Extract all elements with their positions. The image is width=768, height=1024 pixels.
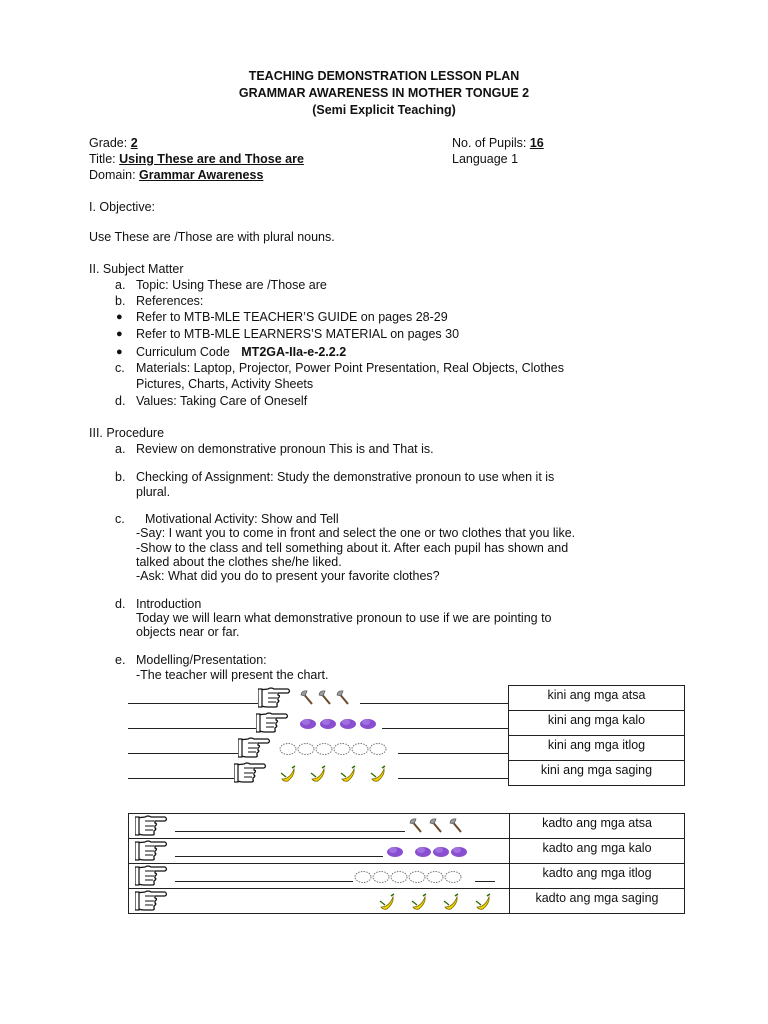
procedure-introduction: Introduction <box>136 597 202 611</box>
pointing-hand-icon <box>238 736 274 758</box>
pointing-hand-icon <box>135 839 171 861</box>
egg-icon <box>373 872 389 883</box>
banana-icon <box>281 766 295 781</box>
hat-icon <box>415 847 431 857</box>
bullet-icon: ● <box>116 346 123 358</box>
procedure-modelling: Modelling/Presentation: <box>136 653 267 667</box>
list-letter: c. <box>115 361 125 375</box>
axe-icons <box>407 817 477 835</box>
egg-icon <box>370 743 386 754</box>
blank-line <box>175 831 405 832</box>
axe-icon <box>430 819 441 832</box>
chart-label: kini ang mga itlog <box>509 736 685 761</box>
chart-these-are <box>128 685 685 786</box>
pupils-row <box>452 136 544 150</box>
procedure-modelling-text: -The teacher will present the chart. <box>136 668 329 682</box>
domain-row <box>89 168 263 182</box>
chart-row <box>128 686 685 711</box>
pointing-hand-icon <box>258 686 294 708</box>
hat-icons <box>292 714 382 732</box>
list-letter: b. <box>115 470 126 484</box>
chart-row <box>128 711 685 736</box>
banana-icons <box>377 892 501 910</box>
procedure-review: Review on demonstrative pronoun This is and That is. <box>136 442 434 456</box>
hat-icon <box>360 719 376 729</box>
egg-icon <box>409 872 425 883</box>
hat-icon <box>433 847 449 857</box>
banana-icon <box>341 766 355 781</box>
doc-title-line-3: (Semi Explicit Teaching) <box>312 103 456 117</box>
blank-line <box>398 778 508 779</box>
chart-row <box>129 814 685 839</box>
hat-icon <box>451 847 467 857</box>
banana-icon <box>311 766 325 781</box>
list-letter: d. <box>115 597 126 611</box>
egg-icons <box>353 867 473 885</box>
objective-text: Use These are /Those are with plural nouns. <box>89 230 335 244</box>
pointing-hand-icon <box>135 864 171 886</box>
chart-label: kini ang mga atsa <box>509 686 685 711</box>
curriculum-code-row <box>136 345 346 359</box>
subject-references: References: <box>136 294 204 308</box>
procedure-motivation-say: -Say: I want you to come in front and select the one or two clothes that you like. <box>136 526 576 540</box>
chart-row <box>128 736 685 761</box>
banana-icons <box>276 764 396 782</box>
chart-label: kadto ang mga kalo <box>510 839 685 864</box>
blank-line <box>128 753 238 754</box>
pupils-value: 16 <box>529 136 544 150</box>
egg-icon <box>445 872 461 883</box>
egg-icon <box>391 872 407 883</box>
bullet-icon: ● <box>116 328 123 340</box>
pupils-label: No. of Pupils: <box>452 136 527 150</box>
chart-row <box>128 761 685 786</box>
banana-icon <box>380 894 394 909</box>
procedure-motivation-show-2: talked about the clothes she/he liked. <box>136 555 342 569</box>
blank-line <box>398 753 508 754</box>
blank-line <box>128 703 258 704</box>
hat-icon <box>387 847 403 857</box>
objective-heading: I. Objective: <box>89 200 155 214</box>
reference-learner-material: Refer to MTB-MLE LEARNERS’S MATERIAL on pages 30 <box>136 327 460 341</box>
procedure-checking-2: plural. <box>136 485 171 499</box>
subject-heading: II. Subject Matter <box>89 262 184 276</box>
procedure-introduction-text-1: Today we will learn what demonstrative pronoun to use if we are pointing to <box>136 611 552 625</box>
egg-icon <box>334 743 350 754</box>
list-letter: c. <box>115 512 125 526</box>
banana-icon <box>412 894 426 909</box>
procedure-motivation-show-1: -Show to the class and tell something about it. After each pupil has shown and <box>136 541 569 555</box>
domain-label: Domain: <box>89 168 136 182</box>
list-letter: b. <box>115 294 126 308</box>
procedure-introduction-text-2: objects near or far. <box>136 625 240 639</box>
blank-line <box>128 728 256 729</box>
egg-icon <box>280 743 296 754</box>
list-letter: a. <box>115 278 126 292</box>
grade-label: Grade: <box>89 136 128 150</box>
list-letter: a. <box>115 442 126 456</box>
procedure-motivation: Motivational Activity: Show and Tell <box>145 512 339 526</box>
chart-those-are <box>128 813 685 914</box>
egg-icon <box>352 743 368 754</box>
pointing-hand-icon <box>135 889 171 911</box>
hat-icon <box>300 719 316 729</box>
subject-materials-1: Materials: Laptop, Projector, Power Point Presentation, Real Objects, Clothes <box>136 361 564 375</box>
chart-row <box>129 889 685 914</box>
title-label: Title: <box>89 152 116 166</box>
blank-line <box>475 881 495 882</box>
egg-icons <box>274 739 398 757</box>
chart-row <box>129 864 685 889</box>
domain-value: Grammar Awareness <box>139 168 264 182</box>
banana-icon <box>476 894 490 909</box>
hat-icons <box>385 842 485 860</box>
chart-label: kadto ang mga saging <box>510 889 685 914</box>
egg-icon <box>298 743 314 754</box>
axe-icons <box>298 689 368 707</box>
egg-icon <box>355 872 371 883</box>
list-letter: d. <box>115 394 126 408</box>
procedure-checking-1: Checking of Assignment: Study the demonstrative pronoun to use when it is <box>136 470 555 484</box>
title-value: Using These are and Those are <box>119 152 304 166</box>
language-text: Language 1 <box>452 152 519 166</box>
chart-label: kadto ang mga atsa <box>510 814 685 839</box>
axe-icon <box>301 690 312 703</box>
blank-line <box>175 881 353 882</box>
subject-values: Values: Taking Care of Oneself <box>136 394 308 408</box>
list-letter: e. <box>115 653 126 667</box>
subject-topic: Topic: Using These are /Those are <box>136 278 327 292</box>
blank-line <box>382 728 508 729</box>
chart-label: kini ang mga saging <box>509 761 685 786</box>
pointing-hand-icon <box>256 711 292 733</box>
pointing-hand-icon <box>135 814 171 836</box>
blank-line <box>128 778 234 779</box>
axe-icon <box>410 819 421 832</box>
procedure-motivation-ask: -Ask: What did you do to present your favorite clothes? <box>136 569 440 583</box>
blank-line <box>175 856 383 857</box>
hat-icon <box>320 719 336 729</box>
doc-title-line-2: GRAMMAR AWARENESS IN MOTHER TONGUE 2 <box>238 86 530 100</box>
blank-line <box>360 703 508 704</box>
axe-icon <box>319 690 330 703</box>
banana-icon <box>444 894 458 909</box>
pointing-hand-icon <box>234 761 270 783</box>
subject-materials-2: Pictures, Charts, Activity Sheets <box>136 377 314 391</box>
procedure-heading: III. Procedure <box>89 426 165 440</box>
banana-icon <box>371 766 385 781</box>
axe-icon <box>450 819 461 832</box>
chart-label: kini ang mga kalo <box>509 711 685 736</box>
chart-label: kadto ang mga itlog <box>510 864 685 889</box>
egg-icon <box>316 743 332 754</box>
chart-row <box>129 839 685 864</box>
reference-teacher-guide: Refer to MTB-MLE TEACHER’S GUIDE on pages 28-29 <box>136 310 448 324</box>
bullet-icon: ● <box>116 311 123 323</box>
title-row <box>89 152 304 166</box>
curriculum-code-value: MT2GA-IIa-e-2.2.2 <box>241 345 347 359</box>
doc-title-line-1: TEACHING DEMONSTRATION LESSON PLAN <box>248 69 520 83</box>
grade-value: 2 <box>130 136 138 150</box>
curriculum-code-label: Curriculum Code <box>136 345 230 359</box>
egg-icon <box>427 872 443 883</box>
grade-row <box>89 136 138 150</box>
hat-icon <box>340 719 356 729</box>
axe-icon <box>337 690 348 703</box>
